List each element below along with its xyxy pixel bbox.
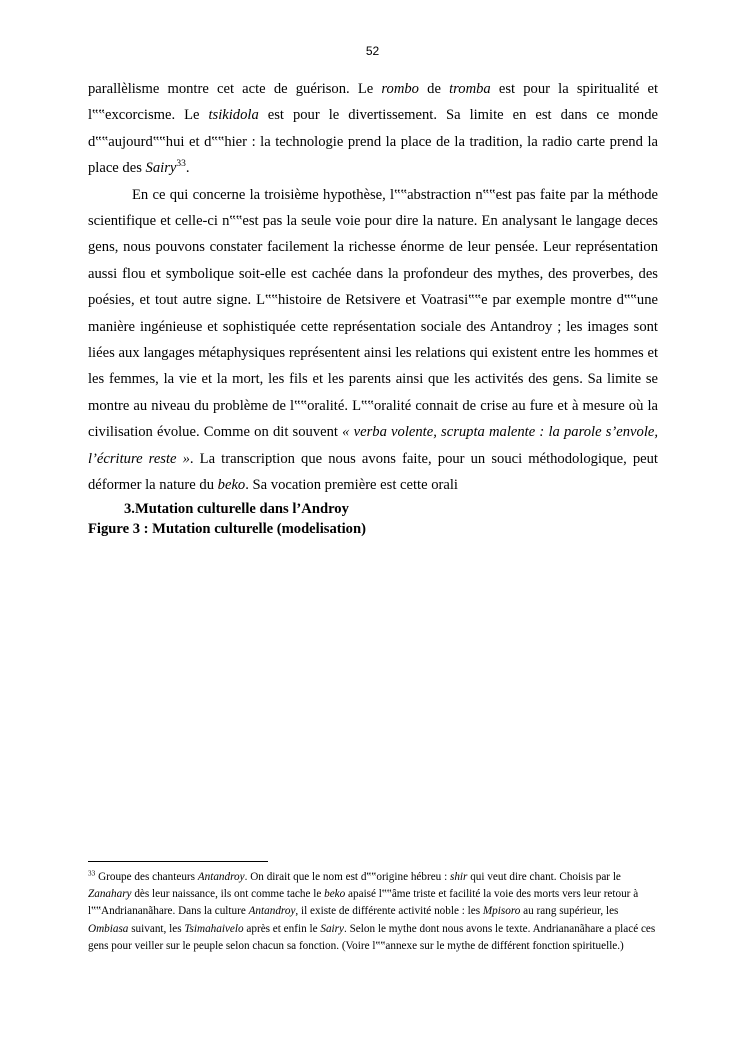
footnote-number: 33 [88,869,96,878]
footnote: $^{33}$ Groupe des chanteurs Antandroy. On dirait que le nom est d‟‟origine hébreu : shir qui veut dire chant. Choisis par le Zanahary dès leur naissance, ils ont comme tache le beko apaisé l‟‟âme triste et facilité la voie des morts vers leur retour à l‟‟Andriananãhare. Dans la culture Antandroy, il existe de différente activité noble : les Mpisoro au rang supérieur, les Ombiasa suivant, les Tsimahaivelo après et enfin le Sairy. Selon le mythe dont nous avons le texte. Andriananãhare a placé ces gens pour veiller sur le peuple selon chacun sa fonction. (Voire l‟‟annexe sur le mythe de différent fonction spirituelle.) [88,869,656,952]
footnote-ref[interactable]: 33 [176,159,186,170]
term-beko: beko [217,477,246,494]
term-tsikidola: tsikidola [208,107,259,124]
term-sairy: Sairy [145,160,177,177]
section-heading: 3.Mutation culturelle dans l’Androy [124,500,349,517]
paragraph-2: En ce qui concerne la troisième hypothèse, l‟‟abstraction n‟‟est pas faite par la méthode scientifique et celle-ci n‟‟est pas la seule voie pour dire la nature. En analysant le langage deces gens, nous pouvons constater facilement la richesse énorme de leur pensée. Leur représentation aussi flou et symbolique soit-elle est cachée dans la profondeur des mythes, des proverbes, des poésies, et tout autre signe. L‟‟histoire de Retsivere et Voatrasi‟‟e par exemple montre d‟‟une manière ingénieuse et sophistiquée cette représentation sociale des Antandroy ; les images sont liées aux langages métaphysiques représentent ainsi les relations qui existent entre les hommes et les femmes, la vie et la mort, les fils et les parents ainsi que les activités des gens. Sa limite se montre au niveau du problème de l‟‟oralité. L‟‟oralité connait de crise au fure et à mesure où la civilisation évolue. Comme on dit souvent « verba volente, scrupta malente : la parole s’envole, l’écriture reste ». La transcription que nous avons faite, pour un souci méthodologique, peut déformer la nature du beko. Sa vocation première est cette orali [88,186,659,494]
latin-quote: « verba volente, scrupta malente : la parole s’envole, l’écriture reste » [88,424,659,467]
figure-caption: Figure 3 : Mutation culturelle (modelisation) [88,520,366,537]
page-number: 52 [365,44,380,58]
body-text [88,76,658,539]
term-tromba: tromba [449,81,491,97]
term-rombo: rombo [381,81,419,97]
paragraph-1: parallèlisme montre cet acte de guérison. Le rombo de tromba est pour la spiritualité et l‟‟excorcisme. Le tsikidola est pour le divertissement. Sa limite en est dans ce monde d‟‟aujourd‟‟hui et d‟‟hier : la technologie prend la place de la tradition, la radio carte prend la place des Sairy$^{33}$. [88,81,658,177]
footnote-divider [88,861,268,862]
